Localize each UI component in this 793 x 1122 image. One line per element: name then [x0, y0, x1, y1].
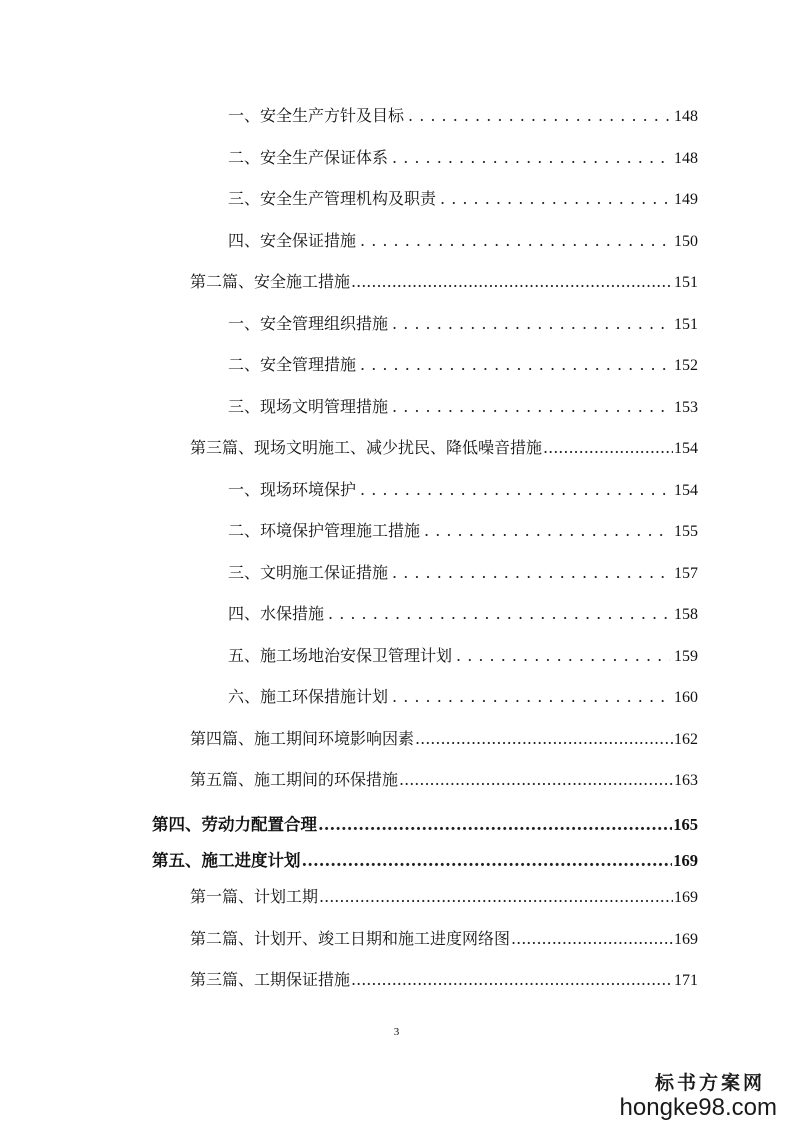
dot-leader [392, 396, 670, 418]
toc-entry-page: 154 [674, 440, 698, 457]
toc-entry-page: 157 [674, 565, 698, 582]
toc-entry-page: 169 [674, 889, 698, 906]
dot-leader [392, 147, 670, 169]
toc-entry[interactable] [228, 520, 698, 543]
dot-leader [392, 562, 670, 584]
toc-entry[interactable] [228, 313, 698, 336]
toc-entry[interactable] [228, 230, 698, 253]
toc-entry-title: 第二篇、安全施工措施 [190, 272, 351, 291]
toc-entry[interactable] [190, 969, 698, 992]
toc-entry-page: 155 [674, 523, 698, 540]
toc-entry-title: 三、安全生产管理机构及职责 [228, 189, 437, 208]
toc-entry-title: 四、水保措施 [228, 604, 325, 623]
toc-entry[interactable] [228, 354, 698, 377]
toc-entry-page: 154 [674, 482, 698, 499]
toc-entry-title: 五、施工场地治安保卫管理计划 [228, 646, 453, 665]
toc-entry-page: 160 [674, 689, 698, 706]
toc-entry-title: 第四篇、施工期间环境影响因素 [190, 729, 415, 748]
dot-leader [318, 814, 672, 836]
toc-entry[interactable] [152, 850, 698, 872]
toc-entry[interactable] [190, 928, 698, 951]
dot-leader [351, 271, 673, 293]
toc-entry[interactable] [190, 769, 698, 792]
toc-entry[interactable] [190, 437, 698, 460]
toc-entry-title: 第五、施工进度计划 [152, 851, 301, 870]
toc-entry-page: 151 [674, 274, 698, 291]
toc-entry-title: 一、现场环境保护 [228, 480, 357, 499]
toc-entry-title: 第五篇、施工期间的环保措施 [190, 770, 399, 789]
toc-entry-title: 第三篇、工期保证措施 [190, 970, 351, 989]
toc-entry[interactable] [228, 603, 698, 626]
toc-entry[interactable] [190, 271, 698, 294]
toc-entry-title: 二、安全管理措施 [228, 355, 357, 374]
toc-entry-page: 152 [674, 357, 698, 374]
toc-entry-title: 第二篇、计划开、竣工日期和施工进度网络图 [190, 929, 511, 948]
toc-entry-title: 二、环境保护管理施工措施 [228, 521, 421, 540]
toc-entry[interactable] [228, 479, 698, 502]
dot-leader [360, 354, 670, 376]
toc-entry[interactable] [228, 562, 698, 585]
dot-leader [319, 886, 673, 908]
toc-entry-page: 148 [674, 150, 698, 167]
dot-leader [424, 520, 670, 542]
dot-leader [360, 230, 670, 252]
toc-entry[interactable] [228, 188, 698, 211]
toc-entry-page: 153 [674, 399, 698, 416]
dot-leader [511, 928, 673, 950]
toc-entry-page: 165 [673, 815, 698, 834]
page-number: 3 [393, 1026, 400, 1038]
toc-entry-page: 171 [674, 972, 698, 989]
toc-entry-page: 159 [674, 648, 698, 665]
dot-leader [328, 603, 670, 625]
toc-entry-page: 149 [674, 191, 698, 208]
dot-leader [360, 479, 670, 501]
toc-entry-page: 162 [674, 731, 698, 748]
toc-entry[interactable] [228, 147, 698, 170]
toc-entry-title: 第四、劳动力配置合理 [152, 815, 317, 834]
toc-entry-title: 二、安全生产保证体系 [228, 148, 389, 167]
toc-entry-page: 163 [674, 772, 698, 789]
dot-leader [392, 686, 670, 708]
dot-leader [456, 645, 670, 667]
watermark [620, 1068, 777, 1121]
toc-entry[interactable] [228, 105, 698, 128]
toc-entry-title: 一、安全生产方针及目标 [228, 106, 405, 125]
watermark-url: hongke98.com [619, 1094, 777, 1121]
toc-entry[interactable] [190, 728, 698, 751]
dot-leader [543, 437, 673, 459]
toc-entry-page: 169 [673, 851, 698, 870]
toc-entry-title: 第一篇、计划工期 [190, 887, 319, 906]
watermark-title: 标书方案网 [654, 1072, 765, 1094]
dot-leader [440, 188, 670, 210]
toc-entry-title: 六、施工环保措施计划 [228, 687, 389, 706]
toc-entry-title: 第三篇、现场文明施工、减少扰民、降低噪音措施 [190, 438, 543, 457]
dot-leader [392, 313, 670, 335]
dot-leader [415, 728, 673, 750]
toc-entry-title: 四、安全保证措施 [228, 231, 357, 250]
dot-leader [408, 105, 670, 127]
toc-entry[interactable] [152, 814, 698, 836]
toc-entry[interactable] [228, 396, 698, 419]
dot-leader [302, 850, 673, 872]
toc-entry-page: 158 [674, 606, 698, 623]
dot-leader [351, 969, 673, 991]
toc-entry-page: 148 [674, 108, 698, 125]
toc-entry-title: 三、文明施工保证措施 [228, 563, 389, 582]
toc-entry[interactable] [228, 686, 698, 709]
toc-entry[interactable] [228, 645, 698, 668]
toc-entry-page: 150 [674, 233, 698, 250]
toc-entry[interactable] [190, 886, 698, 909]
toc-entry-page: 169 [674, 931, 698, 948]
toc-entry-title: 三、现场文明管理措施 [228, 397, 389, 416]
dot-leader [399, 769, 673, 791]
toc-entry-page: 151 [674, 316, 698, 333]
toc-entry-title: 一、安全管理组织措施 [228, 314, 389, 333]
